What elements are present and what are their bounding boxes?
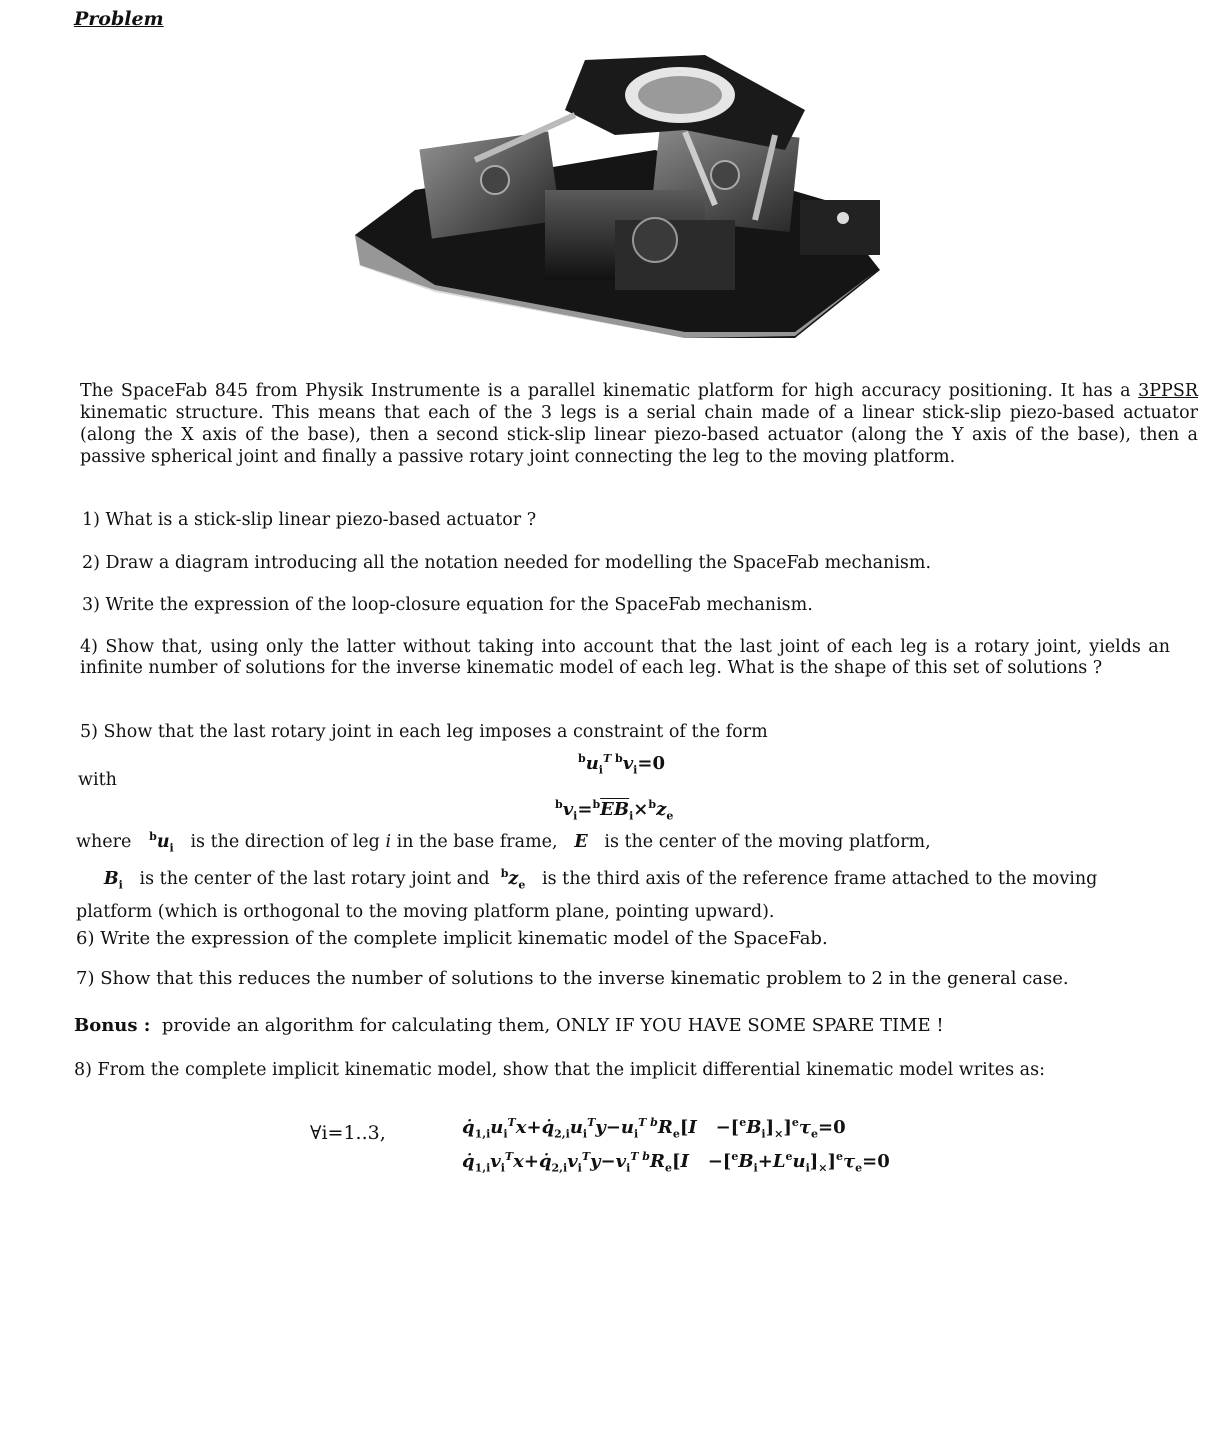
forall-label: ∀i=1..3, (310, 1122, 386, 1144)
question-7: 7) Show that this reduces the number of solutions to the inverse kinematic problem to 2 in the general case. (76, 968, 1069, 989)
v-definition-equation: $^bv_i=^b\overline{EB}_i\times^bz_e$ (555, 798, 674, 823)
spacefab-photo (355, 40, 880, 338)
structure-code: 3PPSR (1138, 381, 1198, 401)
differential-equation-1: $q̇_{1,i}u_i^Tx+q̇_{2,i}u_i^Ty-u_i^{T b}R_e[I -[^eB_i]_\times]^e\tau_e=0$ (462, 1116, 846, 1141)
question-5: 5) Show that the last rotary joint in each leg imposes a constraint of the form (80, 722, 768, 742)
question-8: 8) From the complete implicit kinematic model, show that the implicit differential kinematic model writes as: (74, 1060, 1045, 1080)
bonus-line: Bonus : provide an algorithm for calculating them, ONLY IF YOU HAVE SOME SPARE TIME ! (74, 1015, 944, 1036)
question-1: 1) What is a stick-slip linear piezo-based actuator ? (82, 510, 537, 530)
question-2: 2) Draw a diagram introducing all the notation needed for modelling the SpaceFab mechanism. (82, 553, 932, 573)
with-label: with (78, 770, 117, 790)
question-3: 3) Write the expression of the loop-closure equation for the SpaceFab mechanism. (82, 595, 813, 615)
constraint-equation: $^bu_i^{T b}v_i=0$ (578, 752, 665, 777)
question-4: 4) Show that, using only the latter without taking into account that the last joint of each leg is a rotary joint, yields an infinite number of solutions for the inverse kinematic model of each leg. What is the shape of this set of solutions ? (80, 637, 1170, 678)
where-paragraph: where $^bu_i$ is the direction of leg i in the base frame, E is the center of the moving platform, $B_i$ is the center of the last rotary joint and $^bz_e$ is the third axis of the reference frame attached to the moving platform (which is orthogonal to the moving platform plane, pointing upward). (76, 830, 1098, 922)
question-6: 6) Write the expression of the complete implicit kinematic model of the SpaceFab. (76, 928, 828, 949)
intro-paragraph: The SpaceFab 845 from Physik Instrumente is a parallel kinematic platform for high accuracy positioning. It has a 3PPSR kinematic structure. This means that each of the 3 legs is a serial chain made of a linear stick-slip piezo-based actuator (along the X axis of the base), then a second stick-slip linear piezo-based actuator (along the Y axis of the base), then a passive spherical joint and finally a passive rotary joint connecting the leg to the moving platform. (80, 381, 1198, 467)
problem-heading: Problem (74, 8, 164, 30)
differential-equation-2: $q̇_{1,i}v_i^Tx+q̇_{2,i}v_i^Ty-v_i^{T b}R_e[I -[^eB_i+L^eu_i]_\times]^e\tau_e=0$ (462, 1150, 890, 1175)
